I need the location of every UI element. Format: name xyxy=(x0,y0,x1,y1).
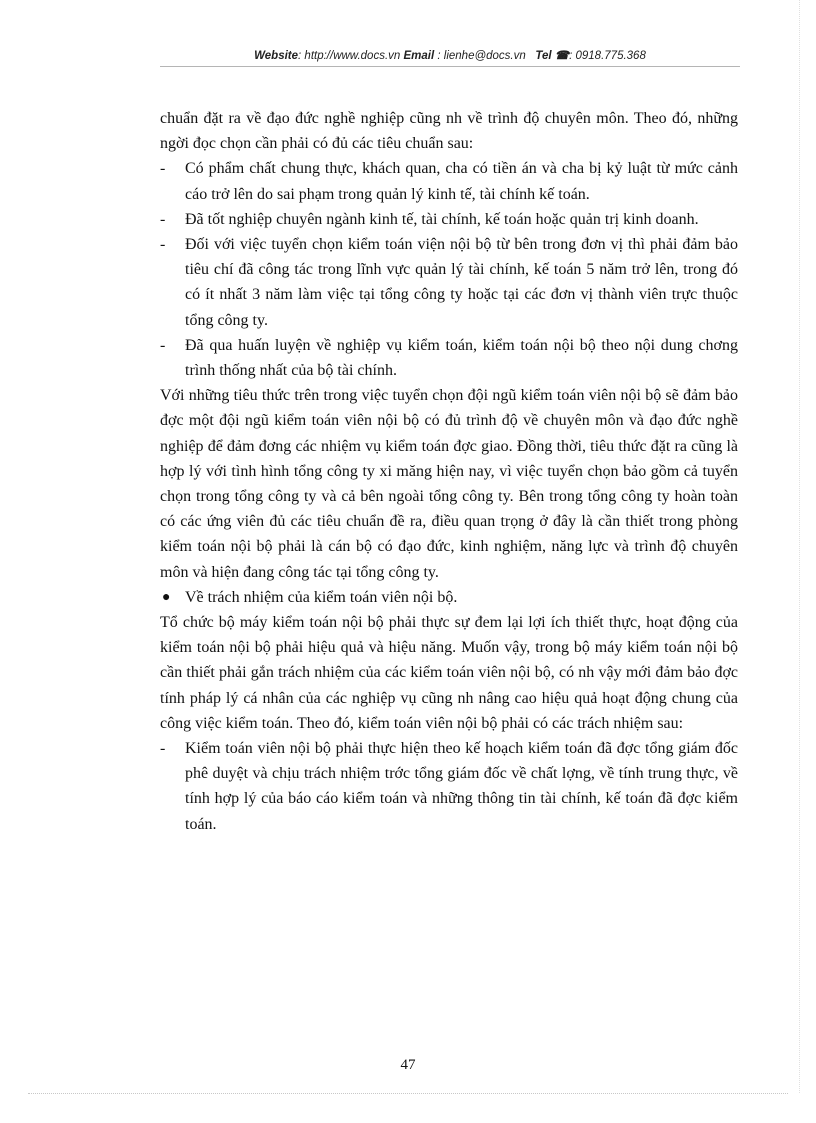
tel-label: Tel xyxy=(535,50,552,62)
document-body xyxy=(160,106,738,837)
dash-marker: - xyxy=(160,336,166,354)
page-number: 47 xyxy=(400,1057,416,1073)
responsibilities-list xyxy=(160,736,738,837)
dash-marker: - xyxy=(160,160,166,178)
footer-divider xyxy=(28,1093,788,1094)
bullet-heading: ● Về trách nhiệm của kiểm toán viên nội bộ. xyxy=(160,585,738,610)
paragraph-2: Với những tiêu thức trên trong việc tuyển chọn đội ngũ kiểm toán viên nội bộ sẽ đảm bảo đợc một đội ngũ kiểm toán viên nội bộ có đủ trình độ về chuyên môn và đạo đức nghề nghiệp để đảm đơng các nhiệm vụ kiểm toán đợc giao. Đồng thời, tiêu thức đặt ra cũng là hợp lý với tình hình tổng công ty xi măng hiện nay, vì việc tuyển chọn bảo gồm cả tuyển chọn trong tổng công ty và cả bên ngoài tổng công ty. Bên trong tổng công ty hoàn toàn có các ứng viên đủ các tiêu chuẩn đề ra, điều quan trọng ở đây là cần thiết trong phòng kiểm toán nội bộ phải là cán bộ có đạo đức, kinh nghiệm, năng lực và trình độ chuyên môn và hiện đang công tác tại tổng công ty. xyxy=(160,387,738,581)
list-item: - Đã tốt nghiệp chuyên ngành kinh tế, tài chính, kế toán hoặc quản trị kinh doanh. xyxy=(160,207,738,232)
page-header xyxy=(160,47,740,67)
dash-marker: - xyxy=(160,210,166,228)
requirements-list xyxy=(160,156,738,383)
website-url[interactable]: : http://www.docs.vn xyxy=(298,50,401,62)
list-item: - Đã qua huấn luyện về nghiệp vụ kiểm toán, kiểm toán nội bộ theo nội dung chơng trình thống nhất của bộ tài chính. xyxy=(160,333,738,383)
list-item: - Kiểm toán viên nội bộ phải thực hiện theo kế hoạch kiểm toán đã đợc tổng giám đốc phê duyệt và chịu trách nhiệm trớc tổng giám đốc về chất lợng, về tính trung thực, về tính hợp lý của báo cáo kiểm toán và những thông tin tài chính, kế toán đã đợc kiểm toán. xyxy=(160,736,738,837)
email-address[interactable]: : lienhe@docs.vn xyxy=(434,50,526,62)
dash-marker: - xyxy=(160,740,166,758)
list-item: - Đối với việc tuyển chọn kiểm toán viện nội bộ từ bên trong đơn vị thì phải đảm bảo tiêu chí đã công tác trong lĩnh vực quản lý tài chính, kế toán 5 năm trở lên, trong đó có ít nhất 3 năm làm việc tại tổng công ty hoặc tại các đơn vị thành viên trực thuộc tổng công ty. xyxy=(160,232,738,333)
paragraph-3: Tổ chức bộ máy kiểm toán nội bộ phải thực sự đem lại lợi ích thiết thực, hoạt động của kiểm toán nội bộ phải hiệu quả và hiệu năng. Muốn vậy, trong bộ máy kiểm toán nội bộ cần thiết phải gắn trách nhiệm của các kiểm toán viên nội bộ, có nh vậy mới đảm bảo đợc tính pháp lý cá nhân của các nghiệp vụ cũng nh nâng cao hiệu quả hoạt động chung của công việc kiểm toán. Theo đó, kiểm toán viên nội bộ phải có các trách nhiệm sau: xyxy=(160,614,738,732)
phone-icon: ☎ xyxy=(554,50,570,62)
email-label: Email xyxy=(403,50,435,62)
page-edge xyxy=(799,0,800,1093)
list-item: - Có phẩm chất chung thực, khách quan, cha có tiền án và cha bị kỷ luật từ mức cảnh cáo trở lên do sai phạm trong quản lý kinh tế, tài chính kế toán. xyxy=(160,156,738,206)
website-label: Website xyxy=(254,50,299,62)
tel-number: : 0918.775.368 xyxy=(569,50,646,62)
paragraph-1: chuẩn đặt ra về đạo đức nghề nghiệp cũng nh về trình độ chuyên môn. Theo đó, những ngời đọc chọn cần phải có đủ các tiêu chuẩn sau: xyxy=(160,110,738,153)
bullet-icon: ● xyxy=(162,589,171,605)
dash-marker: - xyxy=(160,236,166,254)
